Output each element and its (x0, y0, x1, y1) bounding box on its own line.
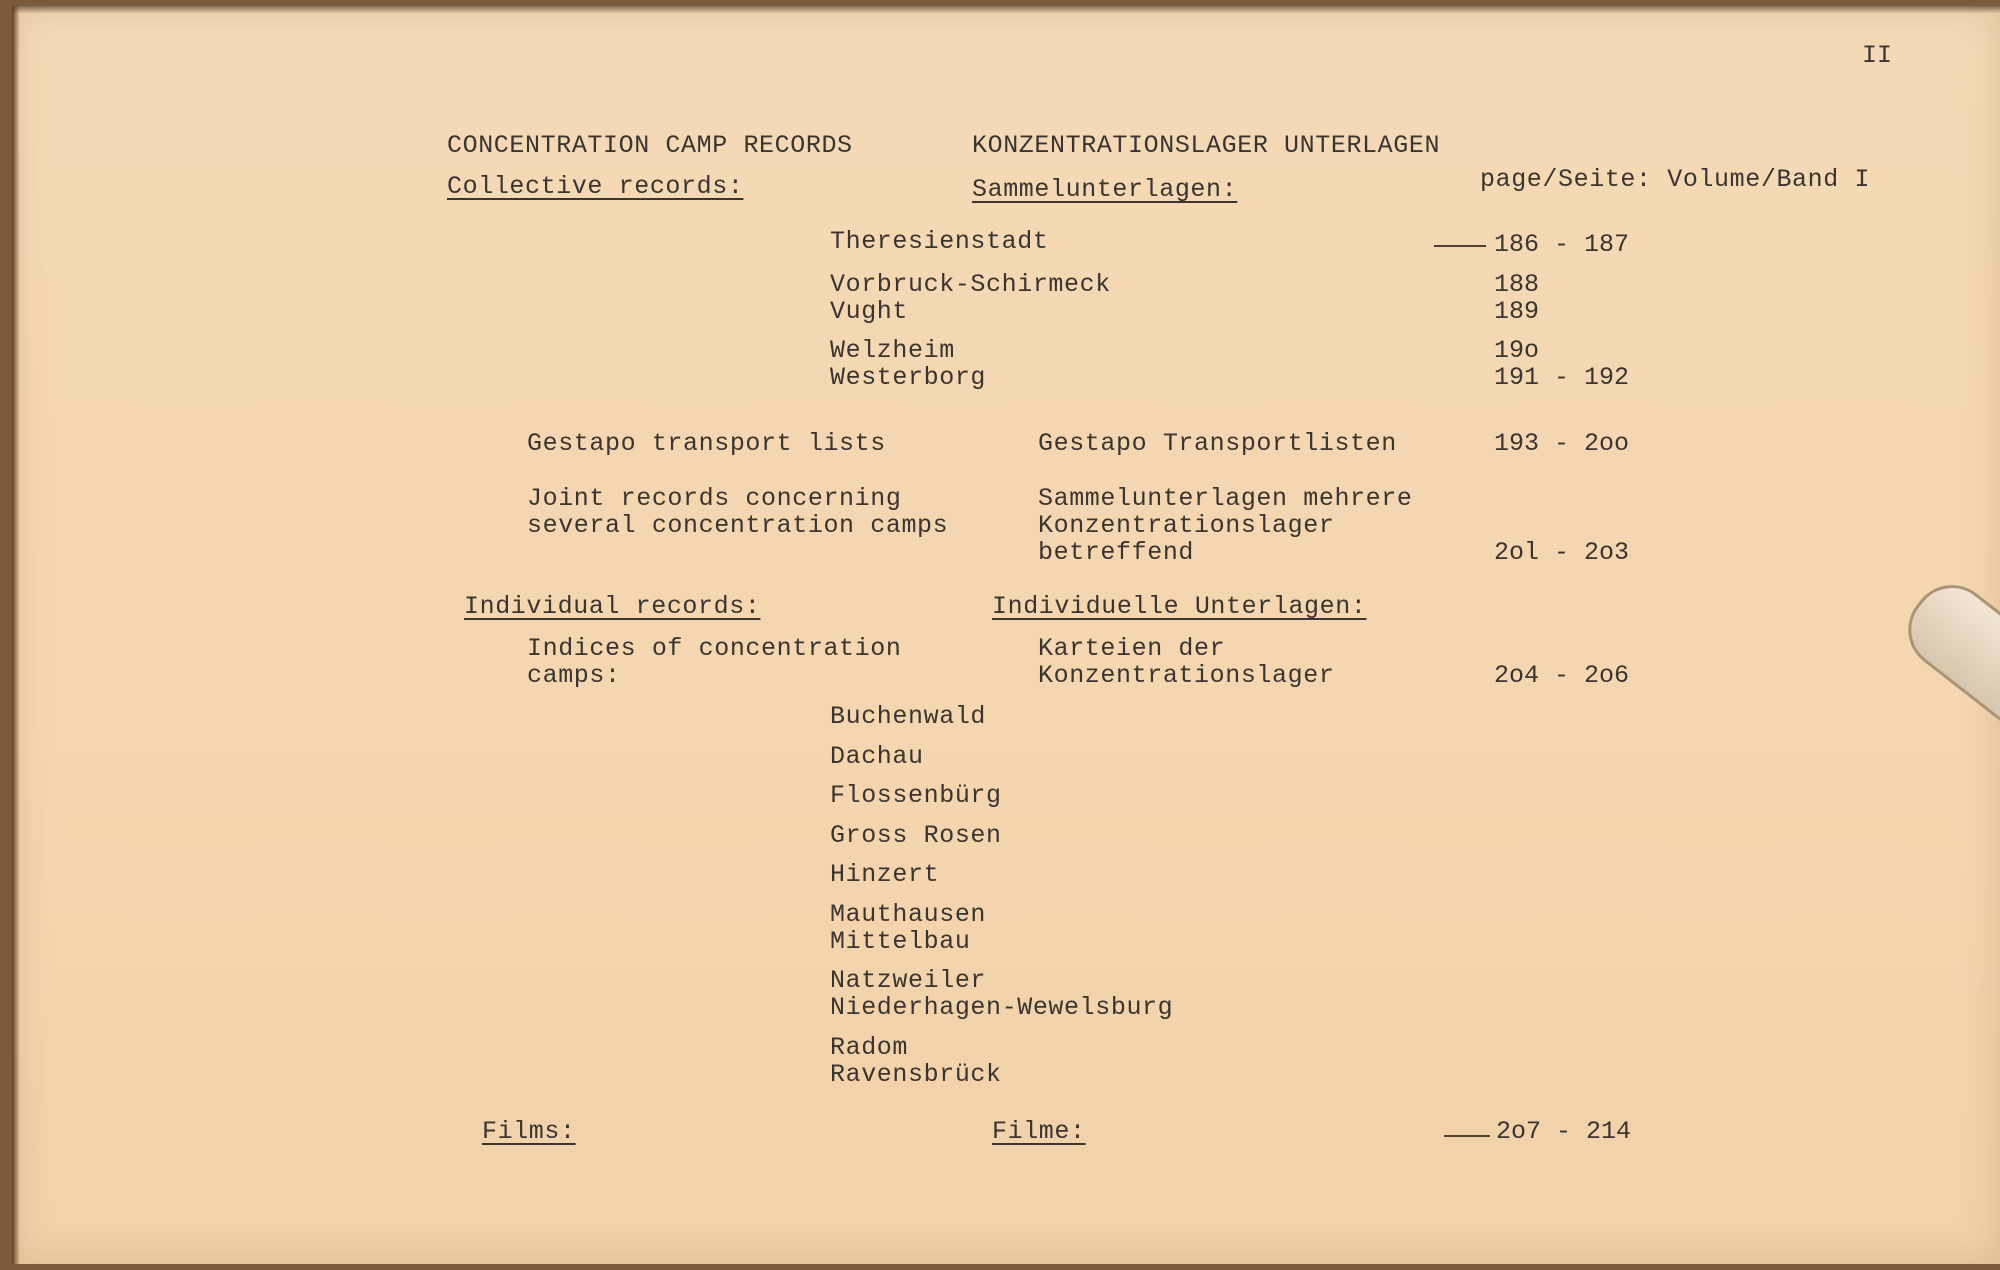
films-heading-de: Filme: (992, 1117, 1086, 1146)
indices-en-line1: Indices of concentration (527, 634, 902, 663)
camp-name: Flossenbürg (830, 781, 1002, 810)
camp-name: Westerborg (830, 363, 987, 392)
collective-heading-en: Collective records: (447, 172, 744, 201)
camp-name: Natzweiler (830, 966, 987, 995)
camp-name: Welzheim (830, 336, 955, 365)
indices-de-line2: Konzentrationslager (1038, 661, 1335, 690)
gestapo-en: Gestapo transport lists (527, 429, 886, 458)
films-heading-en: Films: (482, 1117, 576, 1146)
indices-de-line1: Karteien der (1038, 634, 1226, 663)
joint-pages: 2ol - 2o3 (1494, 538, 1630, 567)
camp-pages: 191 - 192 (1494, 363, 1630, 392)
camp-name: Vught (830, 297, 909, 326)
joint-en-line2: several concentration camps (527, 511, 949, 540)
page-number: II (1862, 41, 1893, 70)
pen-mark (1444, 1135, 1490, 1137)
joint-de-line2: Konzentrationslager (1038, 511, 1335, 540)
camp-name: Radom (830, 1033, 909, 1062)
individual-heading-en: Individual records: (464, 592, 761, 621)
camp-name: Dachau (830, 742, 924, 771)
camp-name: Mittelbau (830, 927, 971, 956)
title-en: CONCENTRATION CAMP RECORDS (447, 131, 853, 160)
camp-name: Mauthausen (830, 900, 987, 929)
joint-en-line1: Joint records concerning (527, 484, 902, 513)
page-column-heading: page/Seite: Volume/Band I (1480, 165, 1871, 194)
camp-name: Hinzert (830, 860, 940, 889)
document-page (12, 6, 2000, 1264)
camp-name: Theresienstadt (830, 227, 1049, 256)
indices-pages: 2o4 - 2o6 (1494, 661, 1630, 690)
camp-name: Buchenwald (830, 702, 987, 731)
indices-en-line2: camps: (527, 661, 621, 690)
camp-name: Vorbruck-Schirmeck (830, 270, 1111, 299)
camp-name: Ravensbrück (830, 1060, 1002, 1089)
paper-clip (1892, 569, 2000, 745)
pen-mark (1434, 245, 1486, 247)
collective-heading-de: Sammelunterlagen: (972, 175, 1238, 204)
camp-pages: 188 (1494, 270, 1540, 299)
films-pages: 2o7 - 214 (1496, 1117, 1632, 1146)
gestapo-de: Gestapo Transportlisten (1038, 429, 1397, 458)
joint-de-line1: Sammelunterlagen mehrere (1038, 484, 1413, 513)
camp-pages: 186 - 187 (1494, 230, 1630, 259)
camp-pages: 19o (1494, 336, 1540, 365)
page-top-shadow (12, 6, 2000, 14)
camp-name: Gross Rosen (830, 821, 1002, 850)
page-left-edge (12, 6, 20, 1264)
title-de: KONZENTRATIONSLAGER UNTERLAGEN (972, 131, 1441, 160)
camp-name: Niederhagen-Wewelsburg (830, 993, 1174, 1022)
camp-pages: 189 (1494, 297, 1540, 326)
gestapo-pages: 193 - 2oo (1494, 429, 1630, 458)
joint-de-line3: betreffend (1038, 538, 1195, 567)
individual-heading-de: Individuelle Unterlagen: (992, 592, 1367, 621)
